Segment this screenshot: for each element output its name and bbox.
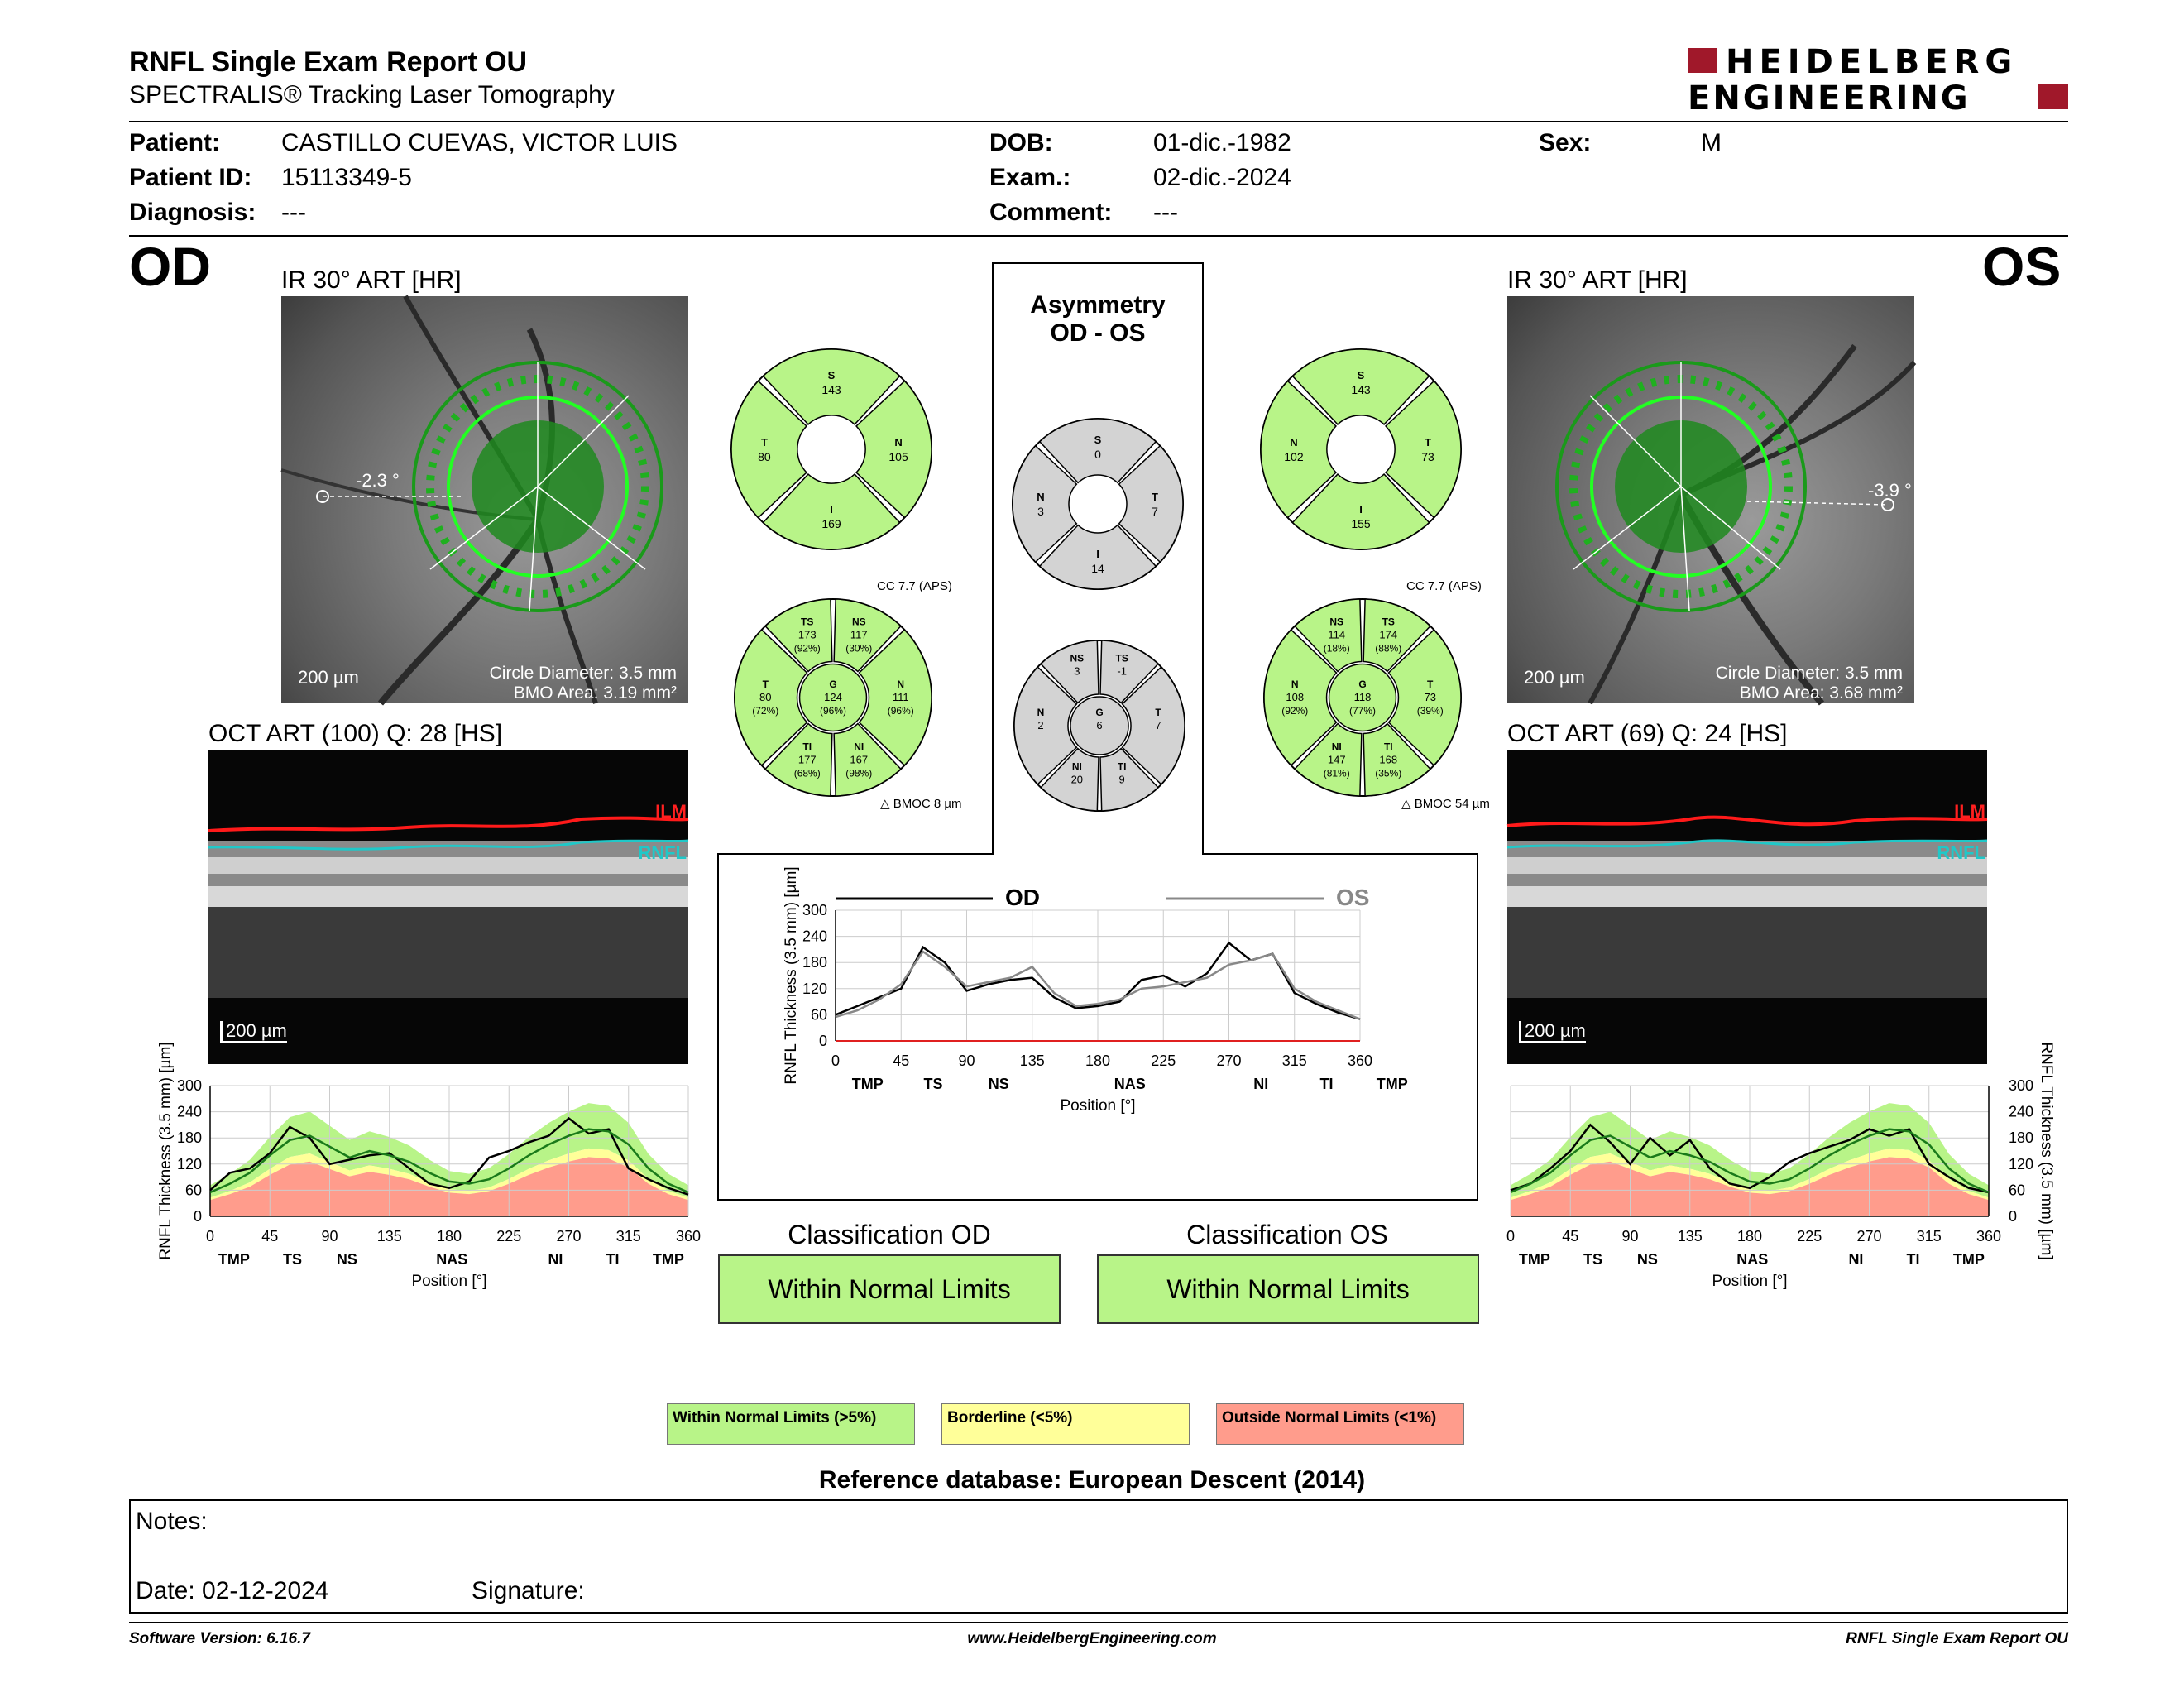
x-tick-label: 315 [615,1228,641,1244]
sector-label: N [1291,679,1299,690]
sector-value: 177 [797,753,817,766]
y-tick-label: 180 [2009,1129,2034,1147]
logo-line2: ENGINEERING [1688,79,1971,117]
diagnosis-value: --- [281,199,306,226]
quadrant-label: I [1359,503,1363,516]
sector-label: G [1095,707,1104,718]
sector-label: TI [1383,741,1393,753]
sector-label: T [762,679,769,690]
quadrant-label: S [827,368,836,381]
website-link[interactable]: www.HeidelbergEngineering.com [967,1630,1217,1647]
sector-percent: (35%) [1375,767,1402,779]
y-tick-label: 300 [802,902,827,918]
quadrant-label: I [830,503,833,516]
sector-label: TMP [851,1076,884,1092]
sector-label: TMP [1376,1076,1408,1092]
sector-label: TMP [1952,1251,1985,1268]
sector-label: TMP [1518,1251,1550,1268]
os-classification-result: Within Normal Limits [1097,1254,1479,1324]
od-ilm-label: ILM [655,801,687,822]
od-sector-diagram [731,596,935,799]
sector-label: NS [336,1251,357,1268]
os-cc-label: CC 7.7 (APS) [1406,579,1482,593]
sector-label: TS [1583,1251,1603,1268]
sector-percent: (96%) [887,705,914,717]
od-classification-title: Classification OD [788,1220,991,1249]
sector-value: 6 [1096,719,1103,731]
sector-label: NS [1636,1251,1658,1268]
y-tick-label: 0 [2009,1208,2018,1225]
legend-od: OD [1005,885,1040,910]
x-tick-label: 180 [436,1228,462,1244]
sector-value: 167 [850,753,869,766]
diagnosis-label: Diagnosis: [129,199,256,226]
od-fundus-scale: 200 µm [298,667,359,688]
sex-label: Sex: [1539,129,1592,156]
quadrant-label: I [1096,548,1099,561]
os-sector-diagram [1261,596,1464,799]
x-tick-label: 90 [958,1053,975,1069]
sector-label: NAS [1736,1251,1769,1268]
x-tick-label: 135 [1019,1053,1045,1069]
x-tick-label: 315 [1916,1228,1942,1244]
legend-borderline: Borderline (<5%) [941,1403,1190,1445]
patient-label: Patient: [129,129,221,156]
y-tick-label: 0 [193,1208,202,1225]
y-tick-label: 240 [2009,1103,2034,1120]
sector-label: TI [802,741,812,753]
sector-label: NS [1329,616,1344,628]
x-tick-label: 270 [1216,1053,1242,1069]
x-tick-label: 360 [1347,1053,1373,1069]
sector-value: 147 [1327,753,1346,766]
sector-label: TMP [218,1251,250,1268]
sector-value: 117 [850,628,868,641]
x-tick-label: 225 [1797,1228,1822,1244]
sector-label: TI [1906,1251,1920,1268]
od-ir-label: IR 30° ART [HR] [281,266,462,294]
os-bmoc: △ BMOC 54 µm [1401,797,1490,811]
quadrant-value: 143 [821,382,841,396]
od-rnfl-thickness-chart [132,1042,711,1321]
os-angle: -3.9 ° [1868,480,1912,501]
od-rnfl-label: RNFL [638,842,687,863]
comment-value: --- [1153,199,1178,226]
sector-percent: (92%) [1281,705,1309,717]
quadrant-value: 102 [1284,450,1304,463]
sector-label: G [1358,679,1367,690]
x-tick-label: 45 [261,1228,279,1244]
x-tick-label: 0 [205,1228,215,1244]
quadrant-label: S [1357,368,1365,381]
os-oct-scan [1507,750,1987,1064]
sector-label: NS [851,616,866,628]
notes-box[interactable] [129,1499,2068,1614]
x-tick-label: 0 [831,1053,841,1069]
sector-value: 3 [1074,664,1080,678]
x-tick-label: 45 [893,1053,910,1069]
y-tick-label: 300 [2009,1077,2034,1094]
x-tick-label: 360 [1976,1228,2002,1244]
sector-label: TS [801,616,814,628]
reference-database: Reference database: European Descent (2014) [818,1466,1366,1494]
sector-value: 7 [1155,719,1161,731]
dob-value: 01-dic.-1982 [1153,129,1291,156]
sector-value: 80 [759,691,772,703]
sector-label: N [897,679,905,690]
os-oct-label: OCT ART (69) Q: 24 [HS] [1507,720,1788,747]
sector-label: TI [606,1251,620,1268]
asymmetry-title-line1: Asymmetry [1030,291,1166,319]
logo-line1: HEIDELBERG [1726,43,2019,81]
quadrant-value: 105 [888,450,908,463]
signature-label: Signature: [472,1577,585,1604]
sector-percent: (92%) [793,642,821,655]
x-tick-label: 90 [1621,1228,1639,1244]
quadrant-value: 143 [1351,382,1371,396]
notes-label: Notes: [136,1508,208,1535]
x-tick-label: 180 [1736,1228,1763,1244]
os-fundus-scale: 200 µm [1524,667,1585,688]
sector-value: 173 [797,628,817,641]
os-rnfl-label: RNFL [1937,842,1985,863]
exam-value: 02-dic.-2024 [1153,164,1291,191]
sector-percent: (96%) [819,705,847,717]
sector-label: TMP [652,1251,684,1268]
asymmetry-rnfl-chart [761,866,1408,1140]
y-tick-label: 240 [176,1103,202,1120]
sector-value: 9 [1118,773,1125,786]
x-tick-label: 90 [321,1228,338,1244]
sex-value: M [1701,129,1722,156]
dob-label: DOB: [989,129,1053,156]
y-tick-label: 180 [176,1129,202,1147]
quadrant-label: N [894,436,903,448]
x-axis-label: Position [°] [1712,1273,1788,1290]
od-quadrant-diagram [728,346,935,553]
asymmetry-title-line2: OD - OS [1050,319,1146,347]
comment-label: Comment: [989,199,1113,226]
software-version: Software Version: 6.16.7 [129,1630,310,1647]
sector-label: NI [854,741,864,753]
date-label: Date: 02-12-2024 [136,1577,329,1604]
os-oct-scale: 200 µm [1519,1021,1586,1043]
sector-percent: (77%) [1348,705,1377,717]
sector-label: TS [923,1076,943,1092]
asymmetry-sector-diagram [1011,637,1188,814]
x-tick-label: 135 [376,1228,402,1244]
od-classification-result: Within Normal Limits [718,1254,1061,1324]
sector-label: G [829,679,837,690]
os-quadrant-diagram [1257,346,1464,553]
sector-label: TS [1115,652,1128,664]
y-tick-label: 120 [802,980,827,997]
quadrant-label: T [1152,491,1158,503]
x-axis-label: Position [°] [1060,1097,1136,1115]
od-bmo-area: BMO Area: 3.19 mm² [513,683,677,703]
quadrant-value: 3 [1037,505,1044,518]
sector-percent: (88%) [1375,642,1402,655]
sector-value: 118 [1353,691,1372,703]
y-axis-label: RNFL Thickness (3.5 mm) [µm] [157,1042,175,1260]
od-oct-label: OCT ART (100) Q: 28 [HS] [208,720,503,747]
sector-value: 108 [1286,691,1305,703]
y-tick-label: 60 [810,1006,827,1024]
od-bmoc: △ BMOC 8 µm [880,797,962,811]
os-rnfl-thickness-chart [1489,1042,2068,1321]
x-tick-label: 315 [1281,1053,1307,1069]
quadrant-value: 155 [1351,517,1371,531]
patient-id-label: Patient ID: [129,164,252,191]
quadrant-label: T [1425,436,1432,448]
legend-outside-normal: Outside Normal Limits (<1%) [1216,1403,1464,1445]
os-fundus-image [1507,296,1914,703]
sector-percent: (30%) [845,642,873,655]
report-title: RNFL Single Exam Report OU [129,46,528,78]
os-eye-label: OS [1982,236,2062,297]
quadrant-value: 169 [821,517,841,531]
sector-label: NI [1071,760,1082,773]
quadrant-label: S [1094,433,1102,446]
y-tick-label: 240 [802,928,827,945]
sector-label: T [1155,707,1161,718]
x-tick-label: 270 [1856,1228,1882,1244]
sector-label: NI [1253,1076,1269,1092]
sector-label: NAS [1114,1076,1146,1092]
sector-percent: (39%) [1416,705,1444,717]
x-tick-label: 45 [1562,1228,1579,1244]
quadrant-label: T [760,436,768,448]
sector-percent: (68%) [793,767,821,779]
sector-value: 124 [824,691,842,703]
sector-label: N [1037,707,1045,718]
quadrant-value: 7 [1152,505,1158,518]
sector-value: 20 [1070,773,1084,786]
sector-label: NI [548,1251,563,1268]
x-tick-label: 225 [1151,1053,1176,1069]
sector-label: NS [1070,652,1085,664]
y-axis-label: RNFL Thickness (3.5 mm) [µm] [783,866,800,1085]
os-bmoc-text: BMOC 54 µm [1414,797,1490,811]
quadrant-label: N [1037,491,1045,503]
sector-label: TS [1382,616,1395,628]
y-tick-label: 0 [818,1033,827,1049]
od-circle-diameter: Circle Diameter: 3.5 mm [489,664,677,683]
os-circle-diameter: Circle Diameter: 3.5 mm [1715,664,1903,683]
os-ilm-label: ILM [1954,801,1985,822]
legend-os: OS [1336,885,1370,910]
quadrant-value: 73 [1421,450,1434,463]
quadrant-value: 14 [1091,562,1104,576]
y-tick-label: 120 [176,1155,202,1172]
sector-label: TI [1117,760,1127,773]
sector-percent: (81%) [1323,767,1350,779]
sector-label: NI [1848,1251,1864,1268]
quadrant-value: 0 [1094,447,1101,461]
od-eye-label: OD [129,236,211,297]
x-axis-label: Position [°] [411,1273,487,1290]
os-ir-label: IR 30° ART [HR] [1507,266,1688,294]
od-cc-label: CC 7.7 (APS) [877,579,952,593]
x-tick-label: 135 [1677,1228,1703,1244]
patient-name: CASTILLO CUEVAS, VICTOR LUIS [281,129,678,156]
sector-value: -1 [1117,664,1127,678]
sector-value: 168 [1379,753,1398,766]
os-classification-title: Classification OS [1186,1220,1388,1249]
asymmetry-quadrant-diagram [1009,415,1186,592]
y-tick-label: 300 [176,1077,202,1094]
x-tick-label: 270 [556,1228,582,1244]
footer-report-name: RNFL Single Exam Report OU [1846,1630,2068,1647]
sector-label: T [1427,679,1434,690]
od-angle: -2.3 ° [356,470,400,491]
sector-label: NAS [436,1251,468,1268]
od-fundus-image [281,296,688,703]
asymmetry-title [993,291,1203,348]
sector-value: 2 [1037,719,1044,731]
x-tick-label: 180 [1085,1053,1111,1069]
sector-label: TI [1320,1076,1334,1092]
x-tick-label: 0 [1506,1228,1516,1244]
sector-value: 114 [1328,628,1346,641]
exam-label: Exam.: [989,164,1071,191]
y-tick-label: 60 [2009,1182,2026,1199]
quadrant-value: 80 [758,450,771,463]
y-tick-label: 120 [2009,1155,2034,1172]
od-bmoc-text: BMOC 8 µm [893,797,962,811]
report-subtitle: SPECTRALIS® Tracking Laser Tomography [129,81,615,108]
sector-value: 111 [892,691,909,703]
sector-value: 73 [1424,691,1436,703]
heidelberg-logo [1688,43,2068,117]
quadrant-label: N [1290,436,1298,448]
od-oct-scan [208,750,688,1064]
sector-label: NS [988,1076,1009,1092]
legend-within-normal: Within Normal Limits (>5%) [667,1403,915,1445]
os-bmo-area: BMO Area: 3.68 mm² [1739,683,1903,703]
x-tick-label: 225 [496,1228,522,1244]
y-tick-label: 180 [802,954,827,971]
sector-label: NI [1331,741,1342,753]
patient-id: 15113349-5 [281,164,412,191]
od-oct-scale: 200 µm [220,1021,287,1043]
y-tick-label: 60 [184,1182,202,1199]
y-axis-label: RNFL Thickness (3.5 mm) [µm] [2038,1042,2055,1260]
x-tick-label: 360 [675,1228,702,1244]
sector-label: TS [283,1251,303,1268]
sector-value: 174 [1379,628,1398,641]
sector-percent: (18%) [1323,642,1350,655]
sector-percent: (98%) [845,767,873,779]
sector-percent: (72%) [752,705,779,717]
